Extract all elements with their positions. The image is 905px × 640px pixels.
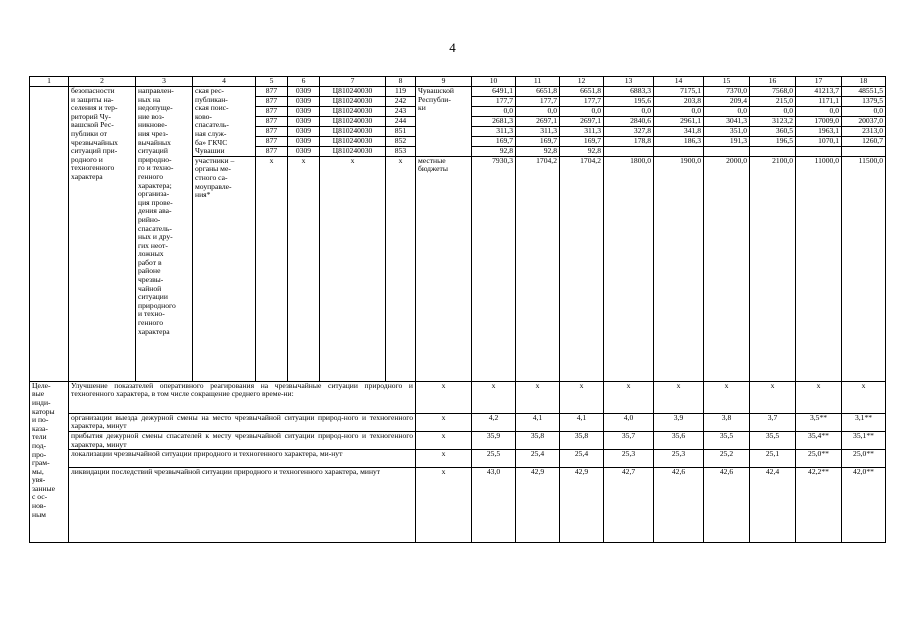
header-cell: 17 xyxy=(796,77,842,87)
code-cell: 0309 xyxy=(288,146,320,156)
indicator-value: 4,0 xyxy=(604,413,654,431)
indicators-label: Целе- вые инди- каторы и по- каза- тели под- про- грам- мы, увя- занные с ос- нов- ным xyxy=(30,381,69,542)
value-cell: 0,0 xyxy=(796,106,842,116)
value-cell: 177,7 xyxy=(560,96,604,106)
value-cell: 209,4 xyxy=(704,96,750,106)
value-cell: 2961,1 xyxy=(654,116,704,126)
value-cell: 92,8 xyxy=(516,146,560,156)
indicator-value: 42,4 xyxy=(750,468,796,543)
code-cell: Ц810240030 xyxy=(320,126,386,136)
code-cell: x xyxy=(320,156,386,381)
indicator-value: 25,4 xyxy=(516,450,560,468)
value-cell: 169,7 xyxy=(472,136,516,146)
indicator-value: 42,7 xyxy=(604,468,654,543)
code-cell: 0309 xyxy=(288,126,320,136)
indicator-value: 35,8 xyxy=(560,431,604,449)
indicator-value: 42,9 xyxy=(516,468,560,543)
value-cell: 0,0 xyxy=(704,106,750,116)
indicator-value: 35,8 xyxy=(516,431,560,449)
value-cell: 169,7 xyxy=(560,136,604,146)
activity-goal: безопасности и защиты на- селения и тер- риторий Чу- вашской Рес- публики от чрезвычайных ситуаций при- родного и техногенного характера xyxy=(69,87,136,382)
header-cell: 6 xyxy=(288,77,320,87)
indicator-value: 35,6 xyxy=(654,431,704,449)
value-cell: 1800,0 xyxy=(604,156,654,381)
header-cell: 3 xyxy=(136,77,193,87)
header-cell: 9 xyxy=(416,77,472,87)
value-cell: 7930,3 xyxy=(472,156,516,381)
value-cell: 341,8 xyxy=(654,126,704,136)
indicator-value: x xyxy=(842,381,886,413)
code-cell: x xyxy=(386,156,416,381)
header-cell: 14 xyxy=(654,77,704,87)
indicator-value: x xyxy=(516,381,560,413)
value-cell: 178,8 xyxy=(604,136,654,146)
indicator-value: 25,1 xyxy=(750,450,796,468)
indicator-value: x xyxy=(416,381,472,413)
value-cell: 92,8 xyxy=(560,146,604,156)
table-row xyxy=(30,87,886,97)
indicator-value: 25,4 xyxy=(560,450,604,468)
activity-tasks: направлен- ных на недопуще- ние воз- никнове- ния чрез- вычайных ситуаций природно- го и техно- генного характера; организа- ция прове- дения ава- рийно- спасатель- ных и дру- гих неот- ложных работ в районе чрезвы- чайной ситуации природного и техно- генного характера xyxy=(136,87,193,382)
code-cell: Ц810240030 xyxy=(320,96,386,106)
value-cell: 7370,0 xyxy=(704,87,750,97)
code-cell: 0309 xyxy=(288,96,320,106)
indicator-value: 43,0 xyxy=(472,468,516,543)
header-cell: 4 xyxy=(193,77,256,87)
indicator-value: x xyxy=(604,381,654,413)
value-cell: 0,0 xyxy=(472,106,516,116)
value-cell: 311,3 xyxy=(560,126,604,136)
value-cell: 6651,8 xyxy=(516,87,560,97)
value-cell: 3041,3 xyxy=(704,116,750,126)
value-cell: 0,0 xyxy=(842,106,886,116)
value-cell: 11500,0 xyxy=(842,156,886,381)
value-cell: 7568,0 xyxy=(750,87,796,97)
code-cell: 877 xyxy=(256,136,288,146)
value-cell: 215,0 xyxy=(750,96,796,106)
value-cell: 0,0 xyxy=(516,106,560,116)
value-cell: 1171,1 xyxy=(796,96,842,106)
indicator-value: 42,6 xyxy=(704,468,750,543)
header-cell: 10 xyxy=(472,77,516,87)
value-cell: 0,0 xyxy=(750,106,796,116)
indicator-value: x xyxy=(472,381,516,413)
code-cell: 877 xyxy=(256,87,288,97)
code-cell: 119 xyxy=(386,87,416,97)
value-cell: 186,3 xyxy=(654,136,704,146)
value-cell xyxy=(796,146,842,156)
code-cell: Ц810240030 xyxy=(320,146,386,156)
value-cell: 327,8 xyxy=(604,126,654,136)
code-cell: 877 xyxy=(256,146,288,156)
value-cell: 2681,3 xyxy=(472,116,516,126)
program-table xyxy=(29,76,886,543)
indicator-row xyxy=(30,381,886,413)
code-cell: 877 xyxy=(256,126,288,136)
indicator-value: 25,5 xyxy=(472,450,516,468)
indicator-value: 35,7 xyxy=(604,431,654,449)
value-cell: 7175,1 xyxy=(654,87,704,97)
indicator-value: 35,9 xyxy=(472,431,516,449)
value-cell: 177,7 xyxy=(516,96,560,106)
value-cell xyxy=(842,146,886,156)
indicator-value: x xyxy=(416,450,472,468)
value-cell xyxy=(654,146,704,156)
value-cell: 0,0 xyxy=(604,106,654,116)
header-cell: 7 xyxy=(320,77,386,87)
funding-source: Чувашской Республи- ки xyxy=(416,87,472,157)
executor-cell: ская рес- публикан- ская поис- ково- спасатель- ная служ- ба» ГКЧС Чувашии xyxy=(193,87,256,157)
code-cell: 877 xyxy=(256,96,288,106)
executor-cell: участники – органы ме- стного са- моуправле- ния* xyxy=(193,156,256,381)
value-cell xyxy=(704,146,750,156)
indicator-value: 42,0** xyxy=(842,468,886,543)
indicator-value: 25,3 xyxy=(654,450,704,468)
indicator-value: 4,1 xyxy=(516,413,560,431)
code-cell: 851 xyxy=(386,126,416,136)
value-cell: 6491,1 xyxy=(472,87,516,97)
header-cell: 11 xyxy=(516,77,560,87)
indicator-value: x xyxy=(796,381,842,413)
value-cell: 1379,5 xyxy=(842,96,886,106)
indicator-value: 25,3 xyxy=(604,450,654,468)
value-cell: 2697,1 xyxy=(516,116,560,126)
value-cell: 195,6 xyxy=(604,96,654,106)
indicator-value: x xyxy=(654,381,704,413)
code-cell: 242 xyxy=(386,96,416,106)
value-cell: 360,5 xyxy=(750,126,796,136)
header-cell: 18 xyxy=(842,77,886,87)
header-cell: 8 xyxy=(386,77,416,87)
value-cell: 41213,7 xyxy=(796,87,842,97)
indicator-value: 25,0** xyxy=(842,450,886,468)
code-cell: Ц810240030 xyxy=(320,116,386,126)
value-cell: 6883,3 xyxy=(604,87,654,97)
indicator-row xyxy=(30,413,886,431)
code-cell: 852 xyxy=(386,136,416,146)
header-cell: 13 xyxy=(604,77,654,87)
indicator-text: Улучшение показателей оперативного реагирования на чрезвычайные ситуации природного и техногенного характера, в том числе сокращение среднего време-ни: xyxy=(69,381,416,413)
indicator-value: 35,5 xyxy=(704,431,750,449)
code-cell: 0309 xyxy=(288,106,320,116)
indicator-value: 25,2 xyxy=(704,450,750,468)
value-cell: 48551,5 xyxy=(842,87,886,97)
code-cell: 243 xyxy=(386,106,416,116)
code-cell: x xyxy=(256,156,288,381)
indicator-value: 42,6 xyxy=(654,468,704,543)
indicator-value: 3,9 xyxy=(654,413,704,431)
value-cell: 0,0 xyxy=(654,106,704,116)
indicator-value: 3,8 xyxy=(704,413,750,431)
value-cell xyxy=(750,146,796,156)
blank-cell xyxy=(30,87,69,382)
code-cell: 0309 xyxy=(288,116,320,126)
header-cell: 5 xyxy=(256,77,288,87)
indicator-value: 4,1 xyxy=(560,413,604,431)
indicator-value: x xyxy=(416,431,472,449)
value-cell: 1900,0 xyxy=(654,156,704,381)
indicator-value: x xyxy=(704,381,750,413)
code-cell: Ц810240030 xyxy=(320,106,386,116)
value-cell: 2697,1 xyxy=(560,116,604,126)
value-cell: 2000,0 xyxy=(704,156,750,381)
indicator-row xyxy=(30,450,886,468)
value-cell: 3123,2 xyxy=(750,116,796,126)
indicator-value: 42,2** xyxy=(796,468,842,543)
indicator-text: организации выезда дежурной смены на место чрезвычайной ситуации природ-ного и техногенного характера, минут xyxy=(69,413,416,431)
value-cell: 11000,0 xyxy=(796,156,842,381)
header-row xyxy=(30,77,886,87)
indicator-value: 42,9 xyxy=(560,468,604,543)
value-cell: 1260,7 xyxy=(842,136,886,146)
indicator-text: ликвидации последствий чрезвычайной ситуации природного и техногенного характера, минут xyxy=(69,468,416,543)
value-cell: 0,0 xyxy=(560,106,604,116)
value-cell xyxy=(604,146,654,156)
value-cell: 177,7 xyxy=(472,96,516,106)
code-cell: 0309 xyxy=(288,136,320,146)
header-cell: 2 xyxy=(69,77,136,87)
value-cell: 191,3 xyxy=(704,136,750,146)
value-cell: 6651,8 xyxy=(560,87,604,97)
indicator-value: 35,1** xyxy=(842,431,886,449)
header-cell: 1 xyxy=(30,77,69,87)
value-cell: 196,5 xyxy=(750,136,796,146)
value-cell: 2313,0 xyxy=(842,126,886,136)
value-cell: 311,3 xyxy=(472,126,516,136)
code-cell: x xyxy=(288,156,320,381)
value-cell: 351,0 xyxy=(704,126,750,136)
code-cell: 853 xyxy=(386,146,416,156)
indicator-value: 35,5 xyxy=(750,431,796,449)
value-cell: 17009,0 xyxy=(796,116,842,126)
code-cell: 0309 xyxy=(288,87,320,97)
code-cell: Ц810240030 xyxy=(320,87,386,97)
indicator-value: 3,7 xyxy=(750,413,796,431)
indicator-value: 3,1** xyxy=(842,413,886,431)
indicator-value: x xyxy=(560,381,604,413)
value-cell: 2840,6 xyxy=(604,116,654,126)
funding-source: местные бюджеты xyxy=(416,156,472,381)
page-number: 4 xyxy=(449,40,456,55)
value-cell: 1704,2 xyxy=(560,156,604,381)
indicator-value: x xyxy=(416,468,472,543)
code-cell: 244 xyxy=(386,116,416,126)
value-cell: 1963,1 xyxy=(796,126,842,136)
code-cell: 877 xyxy=(256,106,288,116)
header-cell: 15 xyxy=(704,77,750,87)
indicator-value: x xyxy=(750,381,796,413)
indicator-text: локализации чрезвычайной ситуации природного и техногенного характера, ми-нут xyxy=(69,450,416,468)
value-cell: 311,3 xyxy=(516,126,560,136)
value-cell: 203,8 xyxy=(654,96,704,106)
indicator-row xyxy=(30,468,886,543)
indicator-text: прибытия дежурной смены спасателей к месту чрезвычайной ситуации природ-ного и техногенного характера, минут xyxy=(69,431,416,449)
indicator-value: x xyxy=(416,413,472,431)
value-cell: 2100,0 xyxy=(750,156,796,381)
value-cell: 169,7 xyxy=(516,136,560,146)
indicator-value: 25,0** xyxy=(796,450,842,468)
indicator-value: 3,5** xyxy=(796,413,842,431)
header-cell: 12 xyxy=(560,77,604,87)
indicator-row xyxy=(30,431,886,449)
value-cell: 92,8 xyxy=(472,146,516,156)
value-cell: 1070,1 xyxy=(796,136,842,146)
code-cell: 877 xyxy=(256,116,288,126)
value-cell: 1704,2 xyxy=(516,156,560,381)
code-cell: Ц810240030 xyxy=(320,136,386,146)
value-cell: 20037,0 xyxy=(842,116,886,126)
header-cell: 16 xyxy=(750,77,796,87)
indicator-value: 4,2 xyxy=(472,413,516,431)
indicator-value: 35,4** xyxy=(796,431,842,449)
